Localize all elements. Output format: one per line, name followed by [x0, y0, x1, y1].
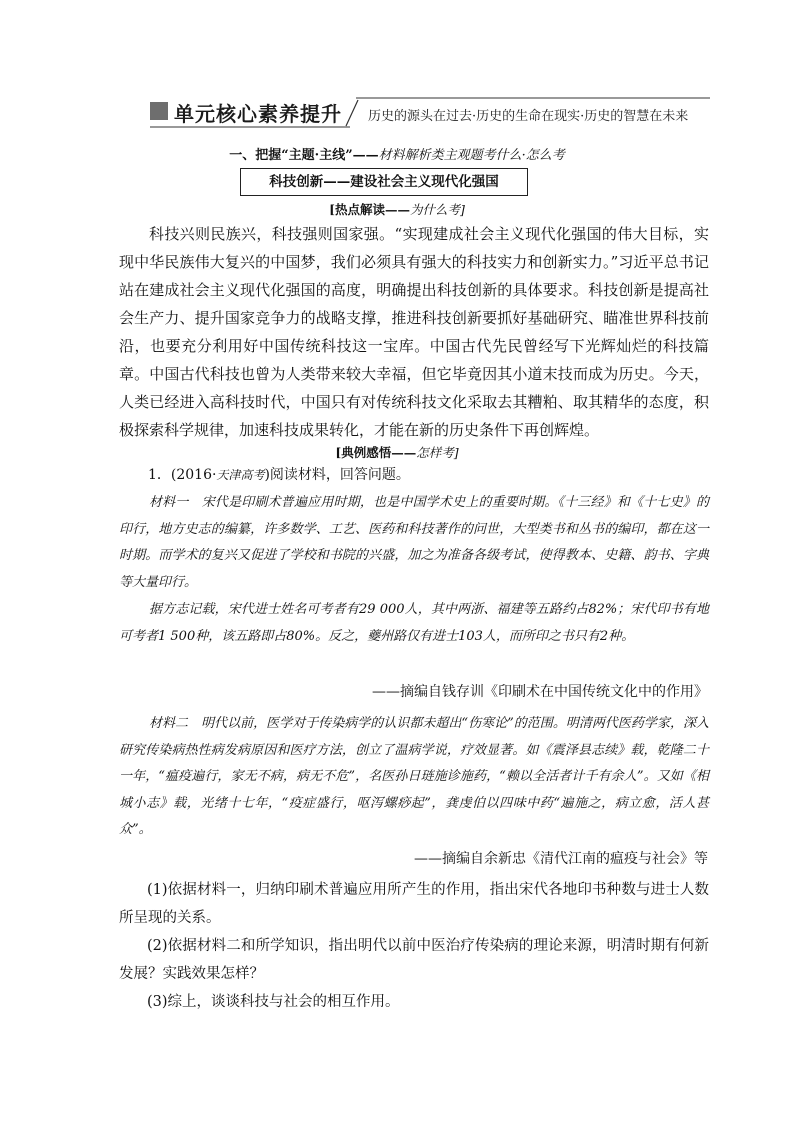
- question-3: (3)综上，谈谈科技与社会的相互作用。: [147, 994, 400, 1010]
- section-heading-main: 一、把握“主题·主线”——: [229, 148, 379, 163]
- banner-title: 单元核心素养提升: [174, 102, 342, 126]
- example-tag: [0, 443, 794, 461]
- topic-box: 科技创新——建设社会主义现代化强国: [240, 168, 528, 196]
- section-heading: [0, 144, 794, 163]
- hot-tag: [0, 200, 794, 218]
- material2-label: 材料二: [149, 716, 189, 731]
- hot-tag-main: [热点解读——: [329, 202, 411, 217]
- material2-paragraph: [119, 711, 709, 844]
- question-1: (1)依据材料一，归纳印刷术普遍应用所产生的作用，指出宋代各地印书种数与进士人数所呈现的关系。: [119, 882, 709, 926]
- example-tag-main: [典例感悟——: [335, 445, 417, 460]
- question-number: 1．(2016·: [148, 467, 217, 483]
- question-2: (2)依据材料二和所学知识，指出明代以前中医治疗传染病的理论来源，明清时期有何新发展？实践效果怎样？: [119, 938, 709, 982]
- example-tag-sub: 怎样考]: [416, 445, 459, 460]
- banner-square-icon: [150, 102, 168, 120]
- hot-tag-sub: 为什么考]: [410, 202, 465, 217]
- question-header: [148, 464, 410, 484]
- material1-paragraph2: 据方志记载，宋代进士姓名可考者有29 000人，其中两浙、福建等五路约占82%；宋代印书有地可考者1 500种，该五路即占80%。反之，夔州路仅有进士103人，而所印之书只有2种。: [119, 602, 709, 644]
- question-source: 天津高考: [216, 468, 265, 482]
- banner-motto: 历史的源头在过去·历史的生命在现实·历史的智慧在未来: [368, 109, 689, 124]
- question-instruction: )阅读材料，回答问题。: [264, 467, 410, 483]
- section-heading-sub: 材料解析类主观题考什么·怎么考: [378, 148, 565, 163]
- material1-paragraph1: [119, 490, 709, 596]
- material1-source: ——摘编自钱存训《印刷术在中国传统文化中的作用》: [372, 684, 708, 700]
- hot-paragraph: 科技兴则民族兴，科技强则国家强。“实现建成社会主义现代化强国的伟大目标，实现中华民族伟大复兴的中国梦，我们必须具有强大的科技实力和创新实力。”习近平总书记站在建成社会主义现代化强国的高度，明确提出科技创新的具体要求。科技创新是提高社会生产力、提升国家竞争力的战略支撑，推进科技创新要抓好基础研究、瞄准世界科技前沿，也要充分利用好中国传统科技这一宝库。中国古代先民曾经写下光辉灿烂的科技篇章。中国古代科技也曾为人类带来较大幸福，但它毕竟因其小道末技而成为历史。今天，人类已经进入高科技时代，中国只有对传统科技文化采取去其糟粕、取其精华的态度，积极探索科学规律，加速科技成果转化，才能在新的历史条件下再创辉煌。: [119, 225, 709, 439]
- unit-banner: [150, 96, 710, 130]
- material2-source: ——摘编自余新忠《清代江南的瘟疫与社会》等: [414, 851, 708, 867]
- material2-text: 明代以前，医学对于传染病学的认识都未超出“伤寒论”的范围。明清两代医药学家，深入研究传染病热性病发病原因和医疗方法，创立了温病学说，疗效显著。如《震泽县志续》载，乾隆二十一年，“瘟疫遍行，家无不病，病无不危”，名医孙日琏施诊施药，“赖以全活者计千有余人”。又如《相城小志》载，光绪十七年，“疫症盛行，呕泻螺痧起”，龚虔伯以四味中药“遍施之，病立愈，活人甚众”。: [119, 716, 709, 837]
- material1-label: 材料一: [149, 495, 189, 510]
- material1-text1: 宋代是印刷术普遍应用时期，也是中国学术史上的重要时期。《十三经》和《十七史》的印行，地方史志的编纂，许多数学、工艺、医药和科技著作的问世，大型类书和丛书的编印，都在这一时期。而学术的复兴又促进了学校和书院的兴盛，加之为准备各级考试，使得教本、史籍、韵书、字典等大量印行。: [119, 495, 709, 590]
